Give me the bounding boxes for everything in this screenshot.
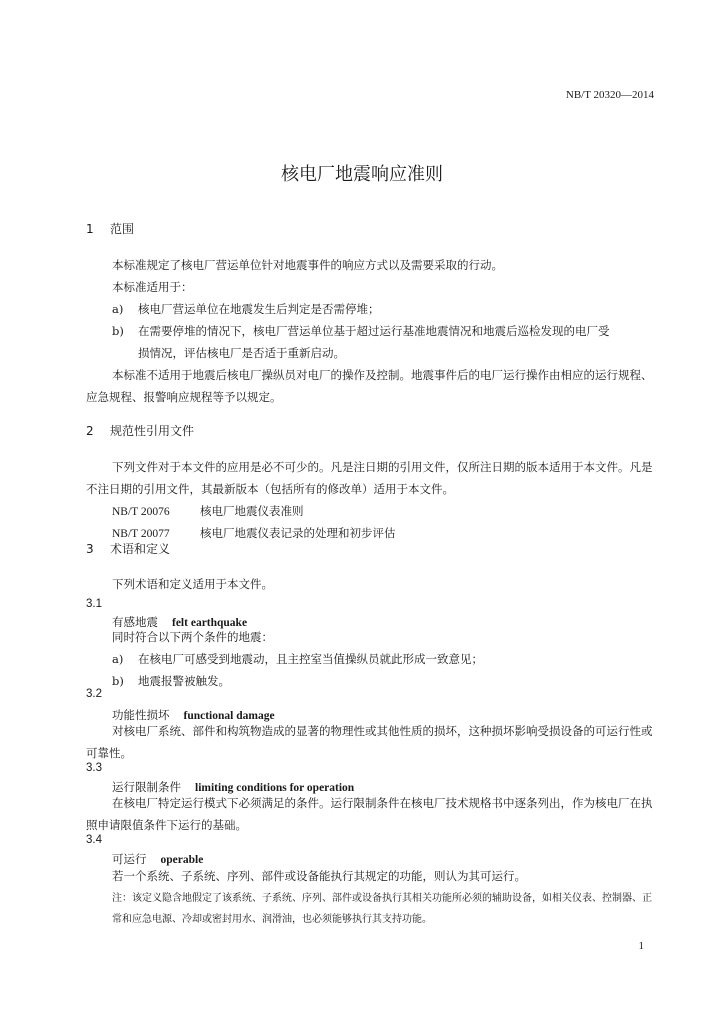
s1-paragraph-1: 本标准规定了核电厂营运单位针对地震事件的响应方式以及需要采取的行动。 [112, 258, 503, 272]
list-text: 在核电厂可感受到地震动，且主控室当值操纵员就此形成一致意见； [138, 652, 483, 666]
term-definition: 对核电厂系统、部件和构筑物造成的显著的物理性或其他性质的损坏，这种损坏影响受损设备的可运行性或可靠性。 [86, 724, 653, 760]
clause-number: 3.4 [86, 834, 102, 846]
term-zh: 功能性损坏 [112, 708, 170, 722]
section-1-heading [86, 220, 134, 237]
list-marker: b) [112, 324, 124, 338]
clause-number: 3.2 [86, 688, 102, 700]
s1-list-item-a [112, 298, 380, 320]
term-en: felt earthquake [172, 617, 248, 629]
section-2-heading [86, 422, 194, 439]
section-number: 3 [86, 542, 94, 556]
list-text: 核电厂营运单位在地震发生后判定是否需停堆； [138, 302, 380, 316]
term-zh: 有感地震 [112, 615, 158, 629]
section-title: 规范性引用文件 [110, 424, 195, 438]
page-number: 1 [638, 940, 644, 952]
s1-paragraph-2: 本标准适用于： [112, 280, 193, 294]
s3-paragraph-1: 下列术语和定义适用于本文件。 [112, 577, 273, 591]
s1-list-item-b-cont: 损情况，评估核电厂是否适于重新启动。 [138, 346, 345, 360]
list-marker: a) [112, 652, 124, 666]
reference-code: NB/T 20076 [112, 506, 170, 518]
term-zh: 可运行 [112, 852, 147, 866]
s1-paragraph-3: 本标准不适用于地震后核电厂操纵员对电厂的操作及控制。地震事件后的电厂运行操作由相应的运行规程、应急规程、报警响应规程等予以规定。 [86, 368, 653, 404]
standard-code: NB/T 20320—2014 [565, 89, 654, 101]
term-note: 注：该定义隐含地假定了该系统、子系统、序列、部件或设备执行其相关功能所必须的辅助设备，如相关仪表、控制器、正常和应急电源、冷却或密封用水、润滑油，也必须能够执行其支持功能。 [112, 893, 652, 925]
clause-number: 3.3 [86, 762, 102, 774]
section-title: 术语和定义 [110, 542, 171, 556]
s2-paragraph-1: 下列文件对于本文件的应用是必不可少的。凡是注日期的引用文件，仅所注日期的版本适用于本文件。凡是不注日期的引用文件，其最新版本（包括所有的修改单）适用于本文件。 [86, 460, 653, 496]
term-zh: 运行限制条件 [112, 780, 181, 794]
term-en: operable [160, 854, 204, 866]
clause-number: 3.1 [86, 598, 102, 610]
term-en: limiting conditions for operation [195, 782, 355, 794]
term-definition: 在核电厂特定运行模式下必须满足的条件。运行限制条件在核电厂技术规格书中逐条列出，作为核电厂在执照申请限值条件下运行的基础。 [86, 796, 653, 832]
term-list-item-a [112, 648, 483, 670]
term-definition: 若一个系统、子系统、序列、部件或设备能执行其规定的功能，则认为其可运行。 [112, 869, 526, 883]
document-title: 核电厂地震响应准则 [281, 164, 443, 185]
reference-title: 核电厂地震仪表记录的处理和初步评估 [200, 526, 396, 540]
reference-code: NB/T 20077 [112, 528, 170, 540]
term-definition: 同时符合以下两个条件的地震： [112, 630, 273, 644]
section-number: 1 [86, 222, 94, 236]
s1-list-item-b [112, 320, 610, 342]
term-list-item-b [112, 670, 230, 692]
term-en: functional damage [183, 710, 275, 722]
section-3-heading [86, 540, 170, 557]
reference-item [112, 500, 304, 523]
reference-title: 核电厂地震仪表准则 [200, 504, 304, 518]
list-marker: a) [112, 302, 124, 316]
list-marker: b) [112, 674, 124, 688]
section-title: 范围 [110, 222, 135, 236]
list-text: 地震报警被触发。 [138, 674, 230, 688]
list-text: 在需要停堆的情况下，核电厂营运单位基于超过运行基准地震情况和地震后巡检发现的电厂受 [138, 324, 610, 338]
section-number: 2 [86, 424, 94, 438]
